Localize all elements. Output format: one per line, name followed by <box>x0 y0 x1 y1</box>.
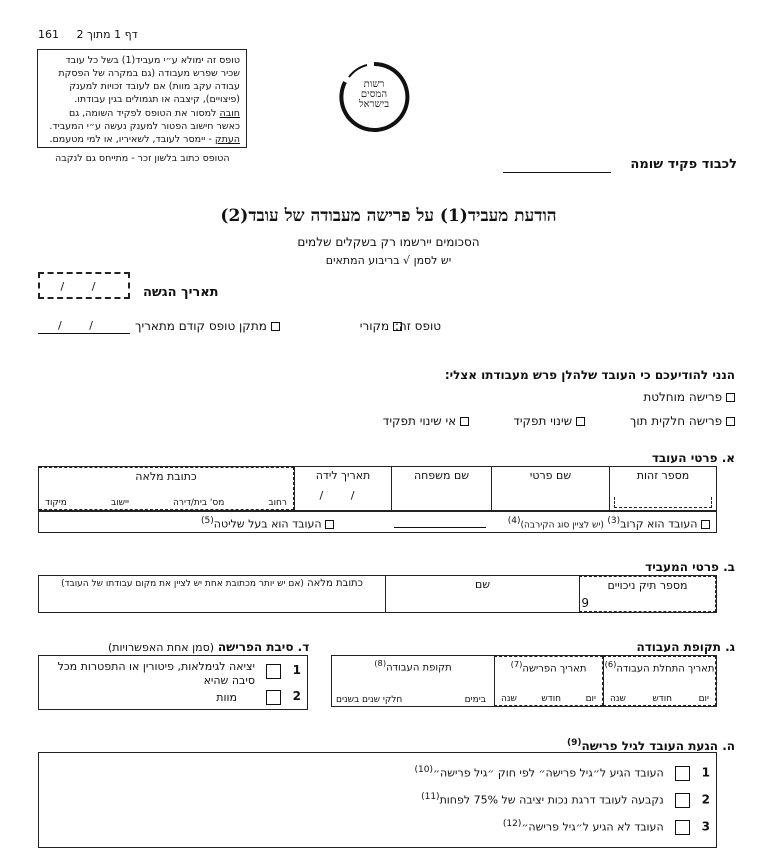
deduction-file-label: מספר תיק ניכויים <box>607 579 688 592</box>
full-retirement-label: פרישה מוחלטת <box>643 390 723 404</box>
retire-date-label <box>495 659 602 674</box>
reason-1-label: יציאה לגימלאות, פיטורין או התפטרות מכל סיבה שהיא <box>57 660 255 687</box>
officer-name-field[interactable] <box>503 172 611 173</box>
zip-label: מיקוד <box>45 498 67 508</box>
street-label: רחוב <box>268 498 287 508</box>
notice-p2-bold: חובה <box>219 108 240 119</box>
intro-text: הנני להודיעכם כי העובד שלהלן פרש מעבודתו אצלי: <box>444 368 735 382</box>
original-label: מקורי <box>359 319 390 333</box>
city-label: יישוב <box>110 498 129 508</box>
age-3-label: העובד לא הגיע ל״גיל פרישה״ <box>521 820 664 834</box>
last-name-cell[interactable] <box>391 467 491 510</box>
age-2-num: 2 <box>701 792 710 807</box>
work-period-cell[interactable] <box>332 656 494 706</box>
reason-1-checkbox[interactable] <box>266 664 281 679</box>
controlling-sup: (5) <box>201 516 214 526</box>
reason-2-label: מוות <box>216 691 237 704</box>
logo-line2: המסים <box>360 89 388 100</box>
role-change-checkbox[interactable] <box>576 417 585 426</box>
notice-p2 <box>44 107 240 133</box>
section-h-box <box>38 752 717 848</box>
option-role-change[interactable] <box>513 414 585 428</box>
deduction-file-digit: 9 <box>581 596 589 610</box>
address-col-label: כתובת מלאה <box>135 470 197 483</box>
birth-date-placeholder: / / <box>319 489 367 502</box>
form-subtitle-2: יש לסמן √ בריבוע המתאים <box>325 254 452 267</box>
relation-type-field[interactable] <box>394 527 486 528</box>
period-years-unit: חלקי שנים בשנים <box>336 695 403 705</box>
retire-day-unit: יום <box>585 694 596 704</box>
employer-address-label <box>39 578 385 589</box>
age-option-3[interactable] <box>503 819 710 835</box>
notice-p2-text: למסור את הטופס לפקיד השומה, גם כאשר חישוב הפטור למענק נעשה ע״י המעביד. <box>49 108 240 132</box>
page-header <box>38 28 138 41</box>
retire-date-text: תאריך הפרישה <box>522 663 587 675</box>
submission-date-value: / / <box>60 280 108 293</box>
period-days-unit: בימים <box>464 695 486 705</box>
birth-date-cell[interactable] <box>294 467 391 510</box>
work-period-text: תקופת העבודה <box>386 662 452 674</box>
relative-checkbox[interactable] <box>701 520 710 529</box>
id-digit-boxes <box>614 497 712 508</box>
section-b-table <box>38 575 717 613</box>
notice-p3-text: - יימסר לעובד, לשאיריו, או למי מטעמם. <box>49 134 212 145</box>
full-retirement-checkbox[interactable] <box>726 393 735 402</box>
section-b-title: ב. פרטי המעביד <box>645 560 735 574</box>
relative-sup: (3) <box>607 516 621 526</box>
submission-date-field[interactable] <box>38 272 130 299</box>
retire-date-cell[interactable] <box>494 656 603 706</box>
reason-1-num: 1 <box>292 663 301 677</box>
start-date-text: תאריך התחלת העבודה <box>616 663 715 675</box>
id-col-label: מספר זהות <box>636 469 690 482</box>
relative-sup2: (4) <box>507 516 521 526</box>
reason-option-1[interactable] <box>258 663 301 679</box>
start-date-units <box>610 694 709 704</box>
relative-note: (יש לציין סוג הקירבה) <box>520 520 604 531</box>
form-type-original[interactable] <box>360 319 402 333</box>
section-g-table <box>331 655 717 707</box>
age-3-num: 3 <box>701 819 710 834</box>
section-a-row2 <box>38 511 717 533</box>
age-option-2[interactable] <box>421 792 710 808</box>
relative-option[interactable] <box>508 516 710 531</box>
controlling-label: העובד הוא בעל שליטה <box>213 517 322 531</box>
deduction-file-cell[interactable] <box>579 576 716 612</box>
no-role-change-checkbox[interactable] <box>460 417 469 426</box>
retire-month-unit: חודש <box>541 694 562 704</box>
start-date-cell[interactable] <box>603 656 716 706</box>
age-1-num: 1 <box>701 765 710 780</box>
option-partial-retirement[interactable] <box>630 414 735 428</box>
reason-2-checkbox[interactable] <box>266 690 281 705</box>
section-a-title: א. פרטי העובד <box>651 451 735 465</box>
section-h-sup: (9) <box>567 738 582 748</box>
house-label: מס' בית/דירה <box>173 498 225 508</box>
employer-name-cell[interactable] <box>385 576 579 612</box>
partial-retirement-checkbox[interactable] <box>726 417 735 426</box>
section-a-table <box>38 466 717 511</box>
no-role-change-label: אי שינוי תפקיד <box>382 414 457 428</box>
section-d-title: ד. סיבת הפרישה <box>217 640 310 654</box>
employer-address-note: (אם יש יותר מכתובת אחת יש לציין את מקום עבודתו של העובד) <box>61 579 304 589</box>
address-sub-labels <box>45 498 287 508</box>
last-name-col-label: שם משפחה <box>413 469 470 482</box>
page-of: דף 1 מתוך 2 <box>76 28 138 41</box>
address-cell[interactable] <box>39 467 294 510</box>
tax-authority-logo <box>337 60 411 134</box>
notice-p3 <box>44 133 240 146</box>
start-date-sup: (6) <box>604 659 617 669</box>
work-period-label <box>332 658 494 673</box>
corrected-checkbox[interactable] <box>271 322 280 331</box>
start-month-unit: חודש <box>652 694 673 704</box>
role-change-label: שינוי תפקיד <box>513 414 573 428</box>
option-no-role-change[interactable] <box>383 414 469 428</box>
retire-year-unit: שנה <box>501 694 517 704</box>
relative-label: העובד הוא קרוב <box>620 517 698 531</box>
age-1-checkbox[interactable] <box>675 766 690 781</box>
section-h-title: ה. הגעת העובד לגיל פרישה <box>581 739 735 753</box>
age-option-1[interactable] <box>414 765 710 781</box>
form-title: הודעת מעביד(1) על פרישה מעבודה של עובד(2) <box>220 206 557 226</box>
section-h-heading <box>567 738 735 753</box>
section-d-box <box>38 655 308 710</box>
controlling-checkbox[interactable] <box>325 520 334 529</box>
work-period-sup: (8) <box>374 658 387 668</box>
first-name-col-label: שם פרטי <box>529 469 572 482</box>
original-checkbox[interactable] <box>393 322 402 331</box>
age-1-label: העובד הגיע ל״גיל פרישה״ לפי חוק ״גיל פרישה״ <box>432 766 664 780</box>
form-number: 161 <box>38 28 59 41</box>
birth-date-col-label: תאריך לידה <box>315 469 371 482</box>
retire-date-units <box>501 694 596 704</box>
gender-note: הטופס כתוב בלשון זכר - מתייחס גם לנקבה <box>55 153 230 164</box>
start-year-unit: שנה <box>610 694 626 704</box>
corrected-date-field[interactable] <box>38 333 130 334</box>
form-type-corrected[interactable] <box>135 319 280 333</box>
age-2-label: נקבעה לעובד דרגת נכות יציבה של 75% לפחות <box>439 793 664 807</box>
age-1-sup: (10) <box>414 765 433 775</box>
corrected-date-placeholder: / / <box>58 319 105 332</box>
id-cell[interactable] <box>609 467 716 510</box>
start-date-label <box>604 659 715 674</box>
to-officer-label: לכבוד פקיד שומה <box>630 157 737 172</box>
age-3-checkbox[interactable] <box>675 820 690 835</box>
logo-line1: רשות <box>363 79 385 90</box>
reason-2-num: 2 <box>292 689 301 703</box>
section-d-heading <box>108 640 309 654</box>
logo-line3: בישראל <box>358 99 390 110</box>
age-2-checkbox[interactable] <box>675 793 690 808</box>
section-d-note: (סמן אחת האפשרויות) <box>108 641 215 654</box>
first-name-cell[interactable] <box>491 467 609 510</box>
form-type-label: טופס זה: <box>394 319 441 333</box>
corrected-label: מתקן טופס קודם מתאריך <box>135 319 267 333</box>
notice-box <box>37 49 247 148</box>
notice-p3-bold: העתק <box>214 134 240 145</box>
age-2-sup: (11) <box>421 792 440 802</box>
age-3-sup: (12) <box>502 819 522 829</box>
employer-name-label: שם <box>474 578 491 591</box>
submission-date-label: תאריך הגשה <box>143 285 219 300</box>
option-full-retirement[interactable] <box>643 390 735 404</box>
section-g-title: ג. תקופת העבודה <box>636 640 735 654</box>
controlling-option[interactable] <box>201 516 334 531</box>
work-period-units <box>336 695 486 705</box>
notice-p1: טופס זה ימולא ע״י מעביד(1) בשל כל עובד שכיר שפרש מעבודה (גם במקרה של הפסקת עבודה עקב מוות) אם לעובד זכויות למענק (פיצויים), קיצבה או תגמולים בגין עבודתו. <box>58 55 240 105</box>
reason-option-2[interactable] <box>258 689 301 705</box>
employer-address-text: כתובת מלאה <box>307 578 363 589</box>
partial-retirement-label: פרישה חלקית תוך <box>629 414 723 428</box>
form-subtitle-1: הסכומים יירשמו רק בשקלים שלמים <box>297 235 480 249</box>
employer-address-cell[interactable] <box>39 576 385 612</box>
start-day-unit: יום <box>698 694 709 704</box>
retire-date-sup: (7) <box>510 659 523 669</box>
